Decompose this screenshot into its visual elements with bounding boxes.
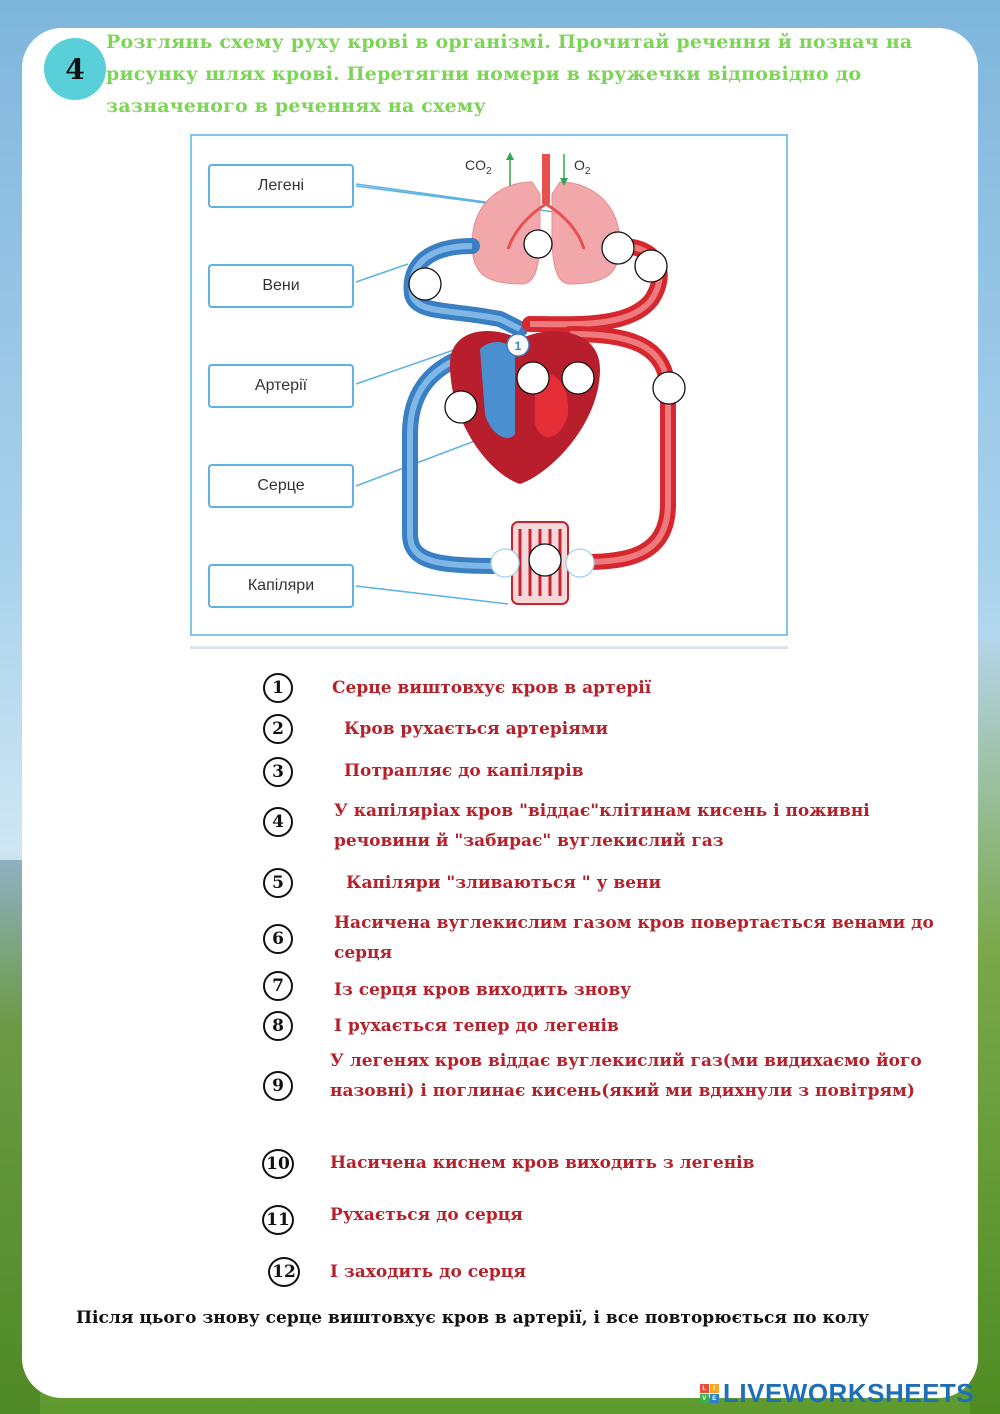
logo-text: LIVEWORKSHEETS bbox=[723, 1378, 975, 1408]
footer-note: Після цього знову серце виштовхує кров в артерії, і все повторюється по колу bbox=[76, 1308, 870, 1328]
step-text: Насичена вуглекислим газом кров повертається венами до серця bbox=[334, 913, 934, 963]
circulation-diagram bbox=[190, 134, 788, 636]
drop-target[interactable] bbox=[491, 549, 519, 577]
step-text: І заходить до серця bbox=[330, 1262, 526, 1282]
label-heart: Серце bbox=[208, 464, 354, 508]
drop-target[interactable] bbox=[602, 232, 634, 264]
drop-target[interactable] bbox=[524, 230, 552, 258]
o2-label: O bbox=[574, 157, 585, 173]
co2-label: CO bbox=[465, 157, 486, 173]
divider bbox=[190, 646, 788, 649]
liveworksheets-logo bbox=[700, 1378, 974, 1409]
label-capillaries: Капіляри bbox=[208, 564, 354, 608]
step-number-draggable[interactable]: 1 bbox=[263, 673, 293, 703]
drop-target[interactable] bbox=[635, 250, 667, 282]
step-number-draggable[interactable]: 2 bbox=[263, 714, 293, 744]
step-text: У капіляріах кров "віддає"клітинам кисень і поживні речовини й "забирає" вуглекислий газ bbox=[334, 801, 870, 851]
step-text: У легенях кров віддає вуглекислий газ(ми видихаємо його назовні) і поглинає кисень(який ми вдихнули з повітрям) bbox=[330, 1051, 922, 1101]
step-text: Насичена киснем кров виходить з легенів bbox=[330, 1153, 755, 1173]
drop-target[interactable] bbox=[409, 268, 441, 300]
step-text: Рухається до серця bbox=[330, 1205, 523, 1225]
step-text: Капіляри "зливаються " у вени bbox=[346, 873, 662, 893]
o2-sub: 2 bbox=[584, 166, 591, 177]
drop-target[interactable] bbox=[529, 544, 561, 576]
step-number-draggable[interactable]: 3 bbox=[263, 757, 293, 787]
step-number-draggable[interactable]: 4 bbox=[263, 807, 293, 837]
step-text: Із серця кров виходить знову bbox=[334, 980, 632, 1000]
step-number-draggable[interactable]: 10 bbox=[262, 1149, 294, 1179]
heart-marker: 1 bbox=[514, 339, 522, 353]
drop-target[interactable] bbox=[445, 391, 477, 423]
step-number-draggable[interactable]: 9 bbox=[263, 1071, 293, 1101]
drop-target[interactable] bbox=[653, 372, 685, 404]
step-text: Кров рухається артеріями bbox=[344, 719, 609, 739]
drop-target[interactable] bbox=[566, 549, 594, 577]
label-veins: Вени bbox=[208, 264, 354, 308]
exercise-instruction: Розглянь схему руху крові в організмі. Прочитай речення й познач на рисунку шлях крові. Перетягни номери в кружечки відповідно до зазначеного в реченнях на схему bbox=[106, 31, 913, 117]
drop-target[interactable] bbox=[562, 362, 594, 394]
exercise-number-badge: 4 bbox=[44, 38, 106, 100]
label-arteries: Артерії bbox=[208, 364, 354, 408]
logo-mark-icon: L I V E bbox=[700, 1384, 719, 1403]
step-number-draggable[interactable]: 8 bbox=[263, 1011, 293, 1041]
step-number-draggable[interactable]: 11 bbox=[262, 1205, 294, 1235]
step-number-draggable[interactable]: 5 bbox=[263, 868, 293, 898]
label-lungs: Легені bbox=[208, 164, 354, 208]
step-number-draggable[interactable]: 12 bbox=[268, 1257, 300, 1287]
step-number-draggable[interactable]: 7 bbox=[263, 971, 293, 1001]
step-number-draggable[interactable]: 6 bbox=[263, 924, 293, 954]
step-text: Потрапляє до капілярів bbox=[344, 761, 584, 781]
co2-sub: 2 bbox=[486, 166, 492, 177]
step-text: І рухається тепер до легенів bbox=[334, 1016, 619, 1036]
step-text: Серце виштовхує кров в артерії bbox=[332, 678, 652, 698]
drop-target[interactable] bbox=[517, 362, 549, 394]
